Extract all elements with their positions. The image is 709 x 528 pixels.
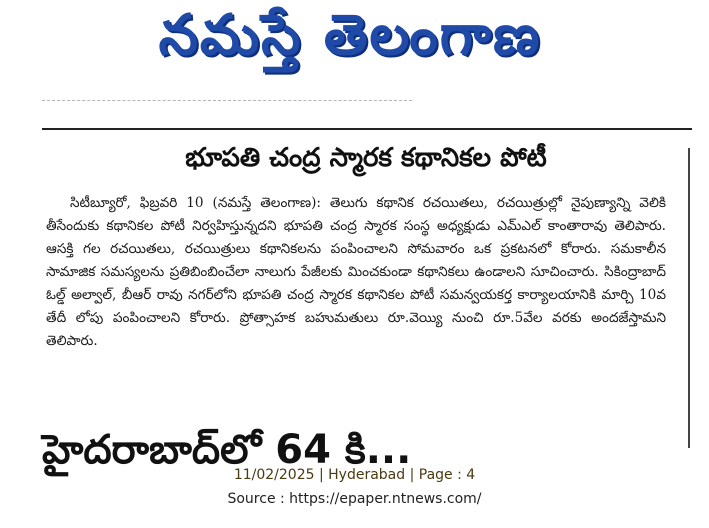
date-city-page-info: 11/02/2025 | Hyderabad | Page : 4 [233,467,476,483]
cut-edge-line [42,100,412,107]
newspaper-logo: నమస్తే తెలంగాణ [158,2,542,68]
masthead [0,0,709,92]
article-body: సిటీబ్యూరో, ఫిబ్రవరి 10 (నమస్తే తెలంగాణ): తెలుగు కథానిక రచయితలు, రచయిత్రుల్లో నైపుణ్యాన్ని వెలికి తీసేందుకు కథానికల పోటీ నిర్వహిస్తున్నదని భూపతి చంద్ర స్మారక సంస్థ అధ్యక్షుడు ఎమ్ఎల్ కాంతారావు తెలిపారు. ఆసక్తి గల రచయితలు, రచయిత్రులు కథానికలను పంపించాలని సోమవారం ఒక ప్రకటనలో కోరారు. సమకాలీన సామాజిక సమస్యలను ప్రతిబింబించేలా నాలుగు పేజీలకు మించకుండా కథానికలు ఉండాలని సూచించారు. సికింద్రాబాద్ ఓల్డ్ అల్వాల్, బీఆర్ రావు నగర్‌లోని భూపతి చంద్ర స్మారక కథానికల పోటీ సమన్వయకర్త కార్యాలయానికి మార్చి 10వ తేదీ లోపు పంపించాలని కోరారు. ప్రోత్సాహక బహుమతులు రూ.వెయ్యి నుంచి రూ.5వేల వరకు అందజేస్తామని తెలిపారు. [46,195,666,349]
article-headline: భూపతి చంద్ర స్మారక కథానికల పోటీ [185,143,547,173]
column-divider [688,148,690,448]
clipping-footer [0,456,709,516]
source-link[interactable]: Source : https://epaper.ntnews.com/ [227,491,482,507]
article-clipping [42,92,672,473]
next-article-headline-cut: హైదరాబాద్‌లో 64 కి... [42,427,412,473]
top-rule-divider [42,128,692,130]
